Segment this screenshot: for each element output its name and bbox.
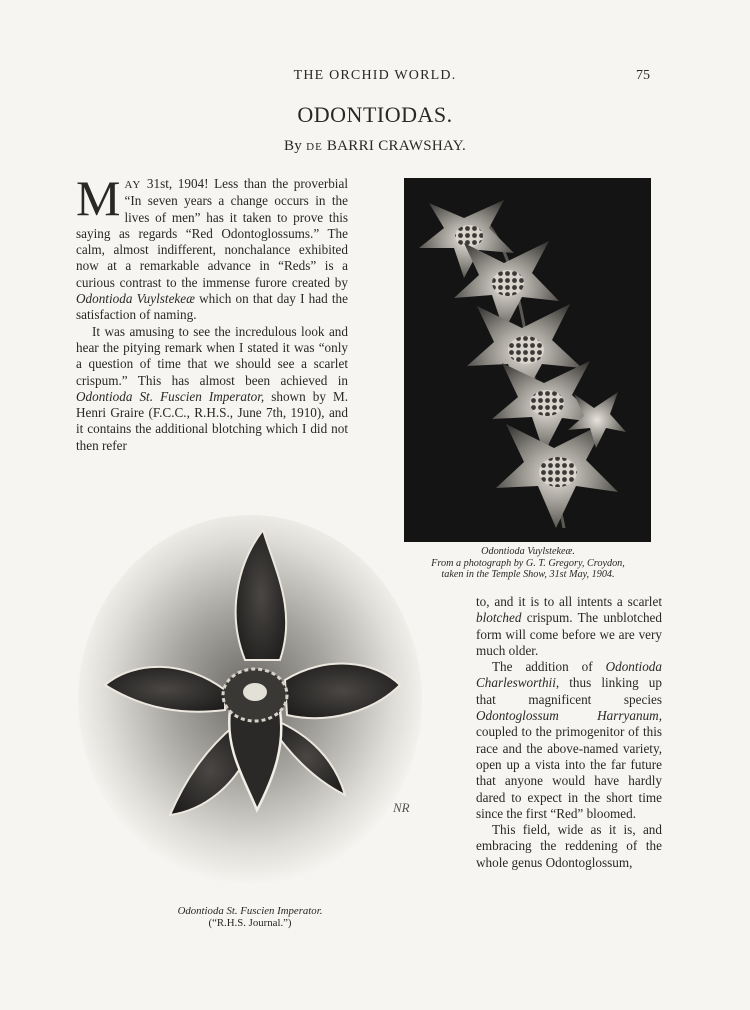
- illustration-caption: [110, 905, 390, 929]
- byline: [0, 138, 750, 155]
- caption-line-2: From a photograph by G. T. Gregory, Croydon,: [431, 557, 625, 569]
- paragraph-text: which on that day I had the satisfaction of naming.: [76, 291, 348, 323]
- paragraph-4: [476, 659, 662, 822]
- caption-line-1: Odontioda St. Fuscien Imperator.: [177, 905, 323, 917]
- paragraph-text: The addition of: [492, 659, 606, 675]
- paragraph-text: shown by M. Henri Graire (F.C.C., R.H.S., June 7th, 1910), and it contains the additional blotching which I did not then refer: [76, 388, 348, 453]
- paragraph-text: 31st, 1904! Less than the proverbial “In seven years a change occurs in the lives of men” has it taken to prove this saying as regards “Red Odontoglossums.” The calm, almost indifferent, nonchalance exhibited now at a remarkable advance in “Reds” is a curious contrast to the immense furore created by: [76, 176, 348, 290]
- caption-line-2: (“R.H.S. Journal.”): [208, 917, 292, 929]
- italic-name: Odontioda Vuylstekeæ: [76, 291, 195, 307]
- caption-line-1: Odontioda Vuylstekeæ.: [481, 546, 575, 557]
- paragraph-text: crispum. The unblotched form will come before we are very much older.: [476, 610, 662, 658]
- caption-line-3: taken in the Temple Show, 31st May, 1904.: [441, 569, 615, 580]
- paragraph-text: It was amusing to see the incredulous look and hear the pitying remark when I stated it was “only a question of time that we should see a scarlet crispum.” This has almost been achieved in: [76, 323, 348, 388]
- page-number: 75: [636, 68, 650, 83]
- orchid-photograph: [404, 178, 651, 542]
- byline-de: DE: [306, 141, 323, 153]
- paragraph-1: [76, 170, 348, 324]
- orchid-illustration: [75, 510, 425, 900]
- italic-name: Odontioda Charlesworthii,: [476, 659, 662, 691]
- byline-name: BARRI CRAWSHAY.: [326, 138, 467, 154]
- paragraph-text: This field, wide as it is, and embracing the reddening of the whole genus Odontoglossum,: [476, 822, 662, 870]
- text-column-left: [76, 170, 348, 454]
- small-caps-text: AY: [124, 179, 142, 191]
- orchid-flower-drawing: [75, 510, 425, 900]
- drop-cap: M: [76, 170, 121, 226]
- text-column-right: [476, 594, 662, 871]
- artist-monogram: NR: [393, 800, 410, 815]
- article-title: ODONTIODAS.: [297, 102, 453, 127]
- paragraph-text: coupled to the primogenitor of this race and the above-named variety, open up a vista into the far future that anyone would have hardly dared to expect in the short time since the first “Red” bloomed.: [476, 724, 662, 821]
- paragraph-2: [76, 324, 348, 454]
- byline-by: By: [283, 138, 303, 154]
- paragraph-text: to, and it is to all intents a scarlet: [476, 594, 662, 609]
- paragraph-5: [476, 822, 662, 871]
- orchid-spray-image: [404, 178, 651, 542]
- italic-word: blotched: [476, 610, 522, 626]
- italic-name: Odontoglossum Harryanum,: [476, 708, 662, 724]
- running-head: THE ORCHID WORLD.: [293, 68, 457, 83]
- paragraph-3: [476, 594, 662, 659]
- italic-name: Odontioda St. Fuscien Imperator,: [76, 388, 265, 404]
- paragraph-text: thus linking up that magnificent species: [476, 675, 662, 707]
- photo-caption: [398, 546, 658, 581]
